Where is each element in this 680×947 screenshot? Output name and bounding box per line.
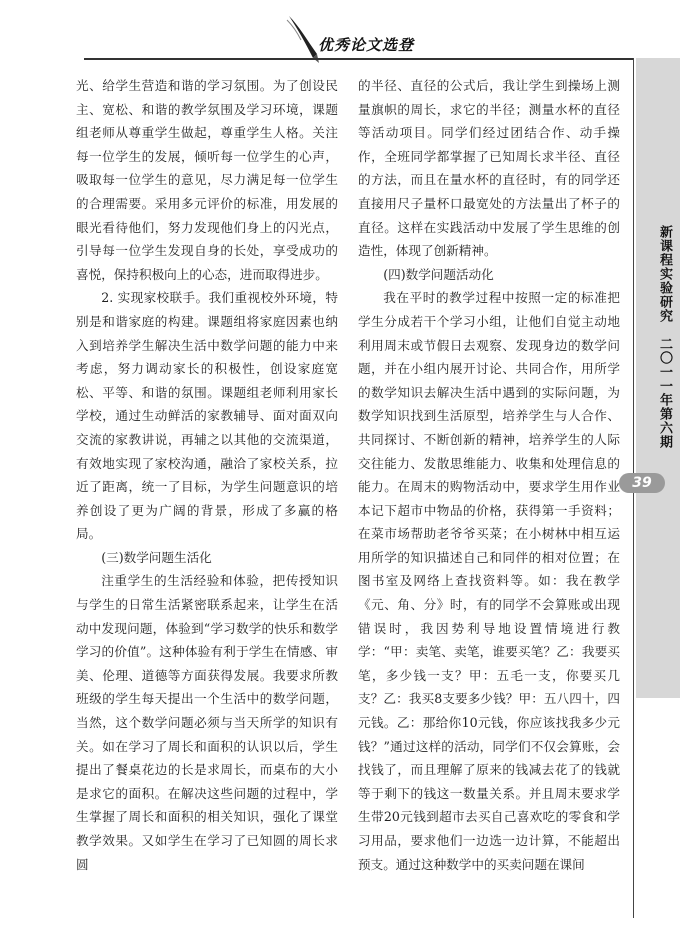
left-column xyxy=(76,74,338,876)
paragraph: 的半径、直径的公式后，我让学生到操场上测量旗帜的周长，求它的半径；测量水杯的直径等活动项目。同学们经过团结合作、动手操作，全班同学都掌握了已知周长求半径、直径的方法，而且在量水杯的直径时，有的同学还直接用尺子量杯口最宽处的方法量出了杯子的直径。这样在实践活动中发展了学生思维的创造性，体现了创新精神。 xyxy=(358,78,620,259)
section-heading: (四)数学问题活动化 xyxy=(383,266,494,282)
page-header xyxy=(0,0,680,72)
section-heading: (三)数学问题生活化 xyxy=(101,549,212,565)
paragraph: 光、给学生营造和谐的学习氛围。为了创设民主、宽松、和谐的教学氛围及学习环境，课题组老师从尊重学生做起，尊重学生人格。关注每一位学生的发展，倾听每一位学生的心声，吸取每一位学生的意见，尽力满足每一位学生的合理需要。采用多元评价的标准，用发展的眼光看待他们，努力发现他们身上的闪光点，引导每一位学生发现自身的长处，享受成功的喜悦，保持积极向上的心态，进而取得进步。 xyxy=(76,78,338,282)
header-rule xyxy=(84,58,634,60)
fountain-pen-icon xyxy=(283,14,323,64)
paragraph: 我在平时的教学过程中按照一定的标准把学生分成若干个学习小组，让他们自觉主动地利用周末或节假日去观察、发现身边的数学问题，并在小组内展开讨论、共同合作，用所学的数学知识去解决生活中遇到的实际问题，为数学知识找到生活原型，培养学生与人合作、共同探讨、不断创新的精神，培养学生的人际交往能力、发散思维能力、收集和处理信息的能力。在周末的购物活动中，要求学生用作业本记下超市中物品的价格，获得第一手资料；在菜市场帮助老爷爷买菜；在小树林中相互运用所学的知识描述自己和同伴的相对位置；在图书室及网络上查找资料等。如：我在教学《元、角、分》时，有的同学不会算账或出现错误时，我因势利导地设置情境进行教学：“甲：卖笔、卖笔，谁要买笔？乙：我要买笔，多少钱一支？甲：五毛一支，你要买几支？乙：我买8支要多少钱？甲：五八四十，四元钱。乙：那给你10元钱，你应该找我多少元钱？”通过这样的活动，同学们不仅会算账，会找钱了，而且理解了原来的钱减去花了的钱就等于剩下的钱这一数量关系。并且周末要求学生带20元钱到超市去买自己喜欢吃的零食和学习用品，要求他们一边选一边计算，不能超出预支。通过这种数学中的买卖问题在课间 xyxy=(358,290,620,872)
paragraph: 2. 实现家校联手。我们重视校外环境，特别是和谐家庭的构建。课题组将家庭因素也纳入到培养学生解决生活中数学问题的能力中来考虑，努力调动家长的积极性，创设家庭宽松、平等、和谐的氛围。课题组老师利用家长学校，通过生动鲜活的家教辅导、面对面双向交流的家教讲说，再辅之以其他的交流渠道，有效地实现了家校沟通，融洽了家校关系，拉近了距离，统一了目标，为学生问题意识的培养创设了更为广阔的背景，形成了多赢的格局。 xyxy=(76,290,338,542)
journal-title: 新课程实验研究 二〇一一年第六期 xyxy=(657,225,672,449)
column-brand-title: 优秀论文选登 xyxy=(318,36,415,54)
paragraph: 注重学生的生活经验和体验，把传授知识与学生的日常生活紧密联系起来，让学生在活动中发现问题，体验到“学习数学的快乐和数学学习的价值”。这种体验有利于学生在情感、审美、伦理、道德等方面获得发展。我要求所教班级的学生每天提出一个生活中的数学问题，当然，这个数学问题必须与当天所学的知识有关。如在学习了周长和面积的认识以后，学生提出了餐桌花边的长是求周长，而桌布的大小是求它的面积。在解决这些问题的过程中，学生掌握了周长和面积的相关知识，强化了课堂教学效果。又如学生在学习了已知圆的周长求圆 xyxy=(76,573,338,872)
page-number: 39 xyxy=(619,473,665,493)
right-column xyxy=(358,74,620,876)
